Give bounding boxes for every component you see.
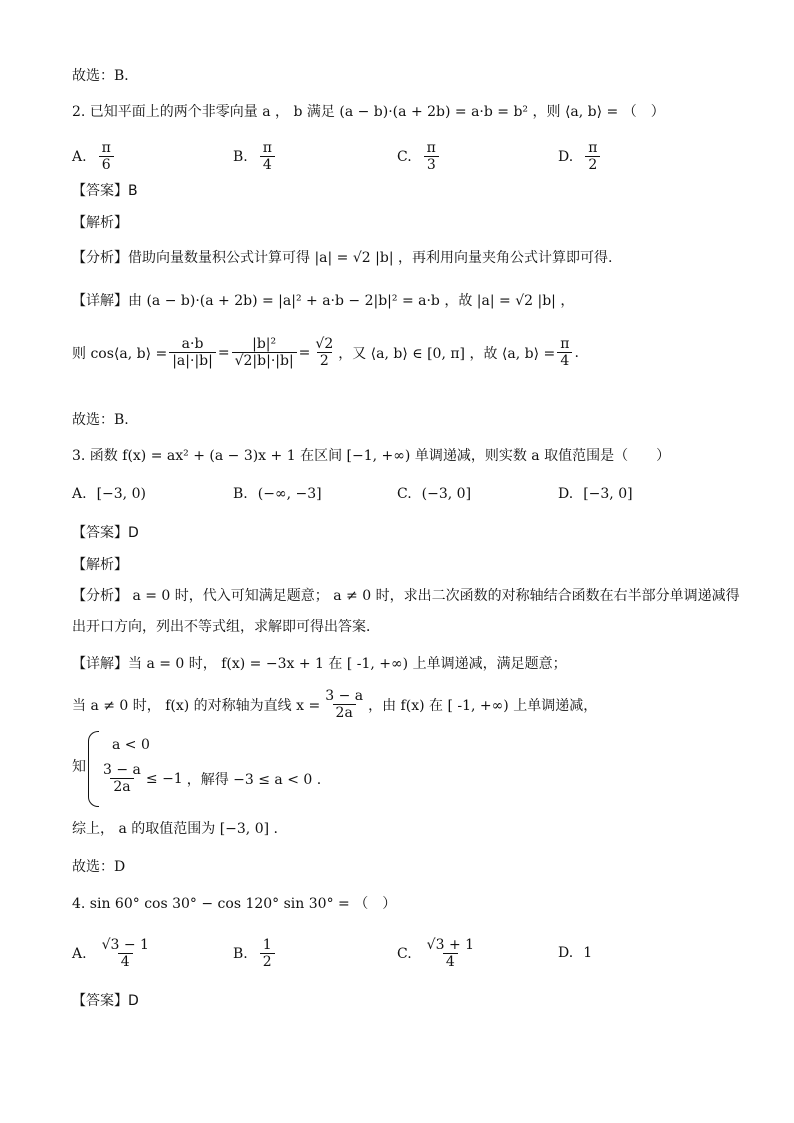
- q2-option-d: [558, 140, 602, 173]
- option-label: A.: [72, 945, 87, 962]
- formula-fraction: $\frac{\text{|b|²}}{√2|b|\cdot|b|}$: [232, 336, 297, 369]
- formula-fraction: $\frac{\pi}{4}$: [557, 336, 572, 369]
- q2-stem: 2. 已知平面上的两个非零向量 a ， b 满足 (a − b)·(a + 2b) = a·b = b² ，则 ⟨a, b⟩ = （ ）: [72, 104, 665, 120]
- detail-text: ，由 f(x) 在 [ -1, +∞) 上单调递减，: [368, 697, 598, 714]
- q2-analysis: 【分析】借助向量数量积公式计算可得 |a| = √2 |b| ，再利用向量夹角公式计算即可得.: [72, 250, 613, 266]
- equals-sign: =: [298, 344, 311, 361]
- formula-fraction: $\frac{3 - a}{2a}$: [325, 688, 364, 721]
- option-fraction: $\frac{1}{2}$: [260, 937, 275, 970]
- option-label: C.: [397, 148, 412, 165]
- detail-text: 则 cos⟨a, b⟩ =: [72, 345, 168, 362]
- q4-option-b: [233, 937, 277, 970]
- q3-stem: 3. 函数 f(x) = ax² + (a − 3)x + 1 在区间 [−1, +∞) 单调递减，则实数 a 取值范围是（ ）: [72, 448, 671, 464]
- q3-analysis-1: 【分析】 a = 0 时，代入可知满足题意； a ≠ 0 时，求出二次函数的对称轴结合函数在右半部分单调递减得: [72, 588, 740, 604]
- detail-text: .: [574, 344, 579, 361]
- detail-text: 当 a ≠ 0 时， f(x) 的对称轴为直线 x =: [72, 697, 321, 714]
- option-label: B.: [233, 486, 248, 502]
- q2-option-c: [397, 140, 441, 173]
- option-label: B.: [233, 148, 248, 165]
- option-label: D.: [558, 486, 574, 502]
- q2-conclusion: 故选：B.: [72, 412, 129, 428]
- q3-detail-2: [72, 688, 597, 721]
- q3-summary: 综上， a 的取值范围为 [−3, 0] .: [72, 821, 278, 837]
- option-label: B.: [233, 945, 248, 962]
- q3-answer: 【答案】D: [72, 525, 139, 541]
- option-fraction: $\frac{\pi}{3}$: [424, 140, 439, 173]
- q3-option-d: [558, 486, 633, 502]
- q4-answer: 【答案】D: [72, 993, 139, 1009]
- q2-detail-2: [72, 336, 579, 369]
- q3-option-a: [72, 486, 146, 502]
- system-line-1: a < 0: [112, 737, 150, 753]
- q4-option-c: [397, 937, 479, 970]
- q4-stem: 4. sin 60° cos 30° − cos 120° sin 30° = （ ）: [72, 896, 397, 912]
- option-fraction: $\frac{\pi}{4}$: [260, 140, 275, 173]
- q2-option-b: [233, 140, 277, 173]
- system-line-2: [98, 762, 321, 795]
- option-fraction: $\frac{\pi}{6}$: [99, 140, 114, 173]
- q3-analysis-2: 出开口方向，列出不等式组，求解即可得出答案．: [72, 619, 380, 635]
- option-label: D.: [558, 148, 574, 165]
- option-text: [−3, 0]: [583, 486, 633, 502]
- q1-conclusion: 故选：B．: [72, 68, 139, 84]
- equals-sign: =: [217, 344, 230, 361]
- option-fraction: $\frac{\pi}{2}$: [585, 140, 600, 173]
- option-text: (−3, 0]: [421, 486, 472, 502]
- detail-text: ，又 ⟨a, b⟩ ∈ [0, π] ，故 ⟨a, b⟩ =: [338, 345, 556, 362]
- q2-answer: 【答案】B: [72, 183, 138, 199]
- q2-jiexi-heading: 【解析】: [72, 215, 128, 231]
- q3-option-c: [397, 486, 471, 502]
- q4-option-a: [72, 937, 154, 970]
- q3-detail-1: 【详解】当 a = 0 时， f(x) = −3x + 1 在 [ -1, +∞) 上单调递减，满足题意；: [72, 656, 567, 672]
- option-text: (−∞, −3]: [257, 486, 322, 502]
- option-text: 1: [583, 945, 593, 961]
- formula-fraction: $\frac{√2}{2}$: [315, 336, 334, 369]
- detail-text: ，解得 −3 ≤ a < 0 .: [186, 771, 322, 788]
- option-label: C.: [397, 486, 412, 502]
- option-label: A.: [72, 148, 87, 165]
- detail-text: ≤ −1: [145, 770, 183, 787]
- q3-jiexi-heading: 【解析】: [72, 557, 128, 573]
- q2-detail-1: 【详解】由 (a − b)·(a + 2b) = |a|² + a·b − 2|b|² = a·b ，故 |a| = √2 |b| ，: [72, 293, 575, 309]
- option-label: A.: [72, 486, 87, 502]
- option-fraction: $\frac{√3 - 1}{4}$: [101, 937, 149, 970]
- q3-conclusion: 故选：D: [72, 859, 126, 875]
- option-label: D.: [558, 945, 574, 961]
- system-lead: 知: [72, 759, 86, 775]
- option-label: C.: [397, 945, 412, 962]
- q2-option-a: [72, 140, 116, 173]
- formula-fraction: $\frac{a\cdot b}{|a|\cdot|b|}$: [169, 336, 216, 369]
- formula-fraction: $\frac{3 - a}{2a}$: [103, 762, 141, 795]
- option-fraction: $\frac{√3 + 1}{4}$: [426, 937, 475, 970]
- option-text: [−3, 0): [96, 486, 146, 502]
- q3-option-b: [233, 486, 322, 502]
- q4-option-d: [558, 945, 592, 961]
